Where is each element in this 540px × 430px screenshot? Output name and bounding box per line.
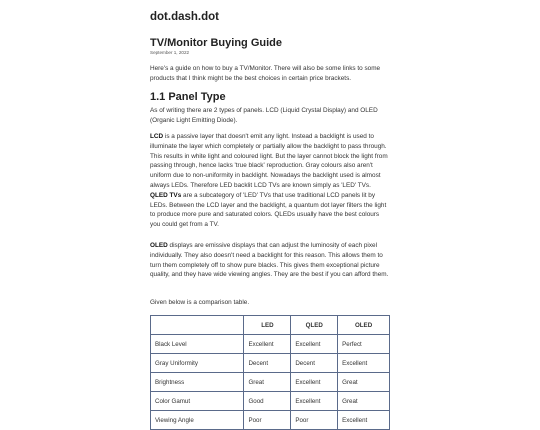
qled-term: QLED TVs xyxy=(150,191,182,199)
table-row xyxy=(151,354,390,373)
table-header-cell: QLED xyxy=(291,316,338,335)
table-cell: Decent xyxy=(244,354,291,373)
oled-term: OLED xyxy=(150,242,168,249)
lcd-paragraph-text-a: is a passive layer that doesn't emit any light. Instead a backlight is used to illuminate the layer which completely or partially allow the backlight to pass through. This results in white light and coloured light. But the layer cannot block the light from passing through, hence lacks 'true black' reproduction. Gray colours also aren't uniform due to non-uniformity in backlight. Nowadays the backlight used is almost always LEDs. Therefore LED backlit LCD TVs are known simply as 'LED' TVs. xyxy=(150,133,388,189)
table-cell: Perfect xyxy=(338,335,390,354)
table-cell: Great xyxy=(338,373,390,392)
table-row xyxy=(151,411,390,430)
table-cell: Excellent xyxy=(244,335,291,354)
post-date: September 1, 2022 xyxy=(150,50,190,55)
table-cell: Excellent xyxy=(291,373,338,392)
table-intro-paragraph: Given below is a comparison table. xyxy=(150,299,250,306)
table-row xyxy=(151,392,390,411)
post-title: TV/Monitor Buying Guide xyxy=(150,37,282,49)
table-cell: Viewing Angle xyxy=(151,411,244,430)
table-header-cell: OLED xyxy=(338,316,390,335)
table-cell: Color Gamut xyxy=(151,392,244,411)
lcd-paragraph-text-b: are a subcategory of 'LED' TVs that use traditional LCD panels lit by LEDs. Between the LCD layer and the backlight, a quantum dot layer filters the light to produce more pure and saturated colors. QLEDs usually have the best colours you could get from a TV. xyxy=(150,191,387,229)
comparison-table xyxy=(150,315,390,430)
site-title-link[interactable]: dot.dash.dot xyxy=(150,11,219,23)
lcd-term: LCD xyxy=(150,133,164,140)
table-cell: Great xyxy=(244,373,291,392)
table-cell: Gray Uniformity xyxy=(151,354,244,373)
intro-paragraph: Here's a guide on how to buy a TV/Monitor. There will also be some links to some products that I think might be the best choices in certain price brackets. xyxy=(150,65,381,82)
table-cell: Excellent xyxy=(338,354,390,373)
table-cell: Brightness xyxy=(151,373,244,392)
table-cell: Excellent xyxy=(338,411,390,430)
table-cell: Good xyxy=(244,392,291,411)
table-row xyxy=(151,373,390,392)
panel-types-paragraph: As of writing there are 2 types of panels. LCD (Liquid Crystal Display) and OLED (Organic Light Emitting Diode). xyxy=(150,107,378,124)
table-cell: Excellent xyxy=(291,392,338,411)
table-cell: Great xyxy=(338,392,390,411)
table-cell: Excellent xyxy=(291,335,338,354)
lcd-paragraph xyxy=(150,132,390,230)
table-header-row xyxy=(151,316,390,335)
table-header-cell xyxy=(151,316,244,335)
oled-paragraph xyxy=(150,241,390,280)
oled-paragraph-text: displays are emissive displays that can adjust the luminosity of each pixel individually. They also doesn't need a backlight for this reason. This allows them to turn them completely off to show pure blacks. This gives them exceptional picture quality, and they have wide viewing angles. They are the best if you can afford them. xyxy=(150,242,389,279)
table-cell: Decent xyxy=(291,354,338,373)
table-cell: Black Level xyxy=(151,335,244,354)
table-cell: Poor xyxy=(291,411,338,430)
section-heading: 1.1 Panel Type xyxy=(150,91,226,103)
table-cell: Poor xyxy=(244,411,291,430)
table-row xyxy=(151,335,390,354)
table-header-cell: LED xyxy=(244,316,291,335)
